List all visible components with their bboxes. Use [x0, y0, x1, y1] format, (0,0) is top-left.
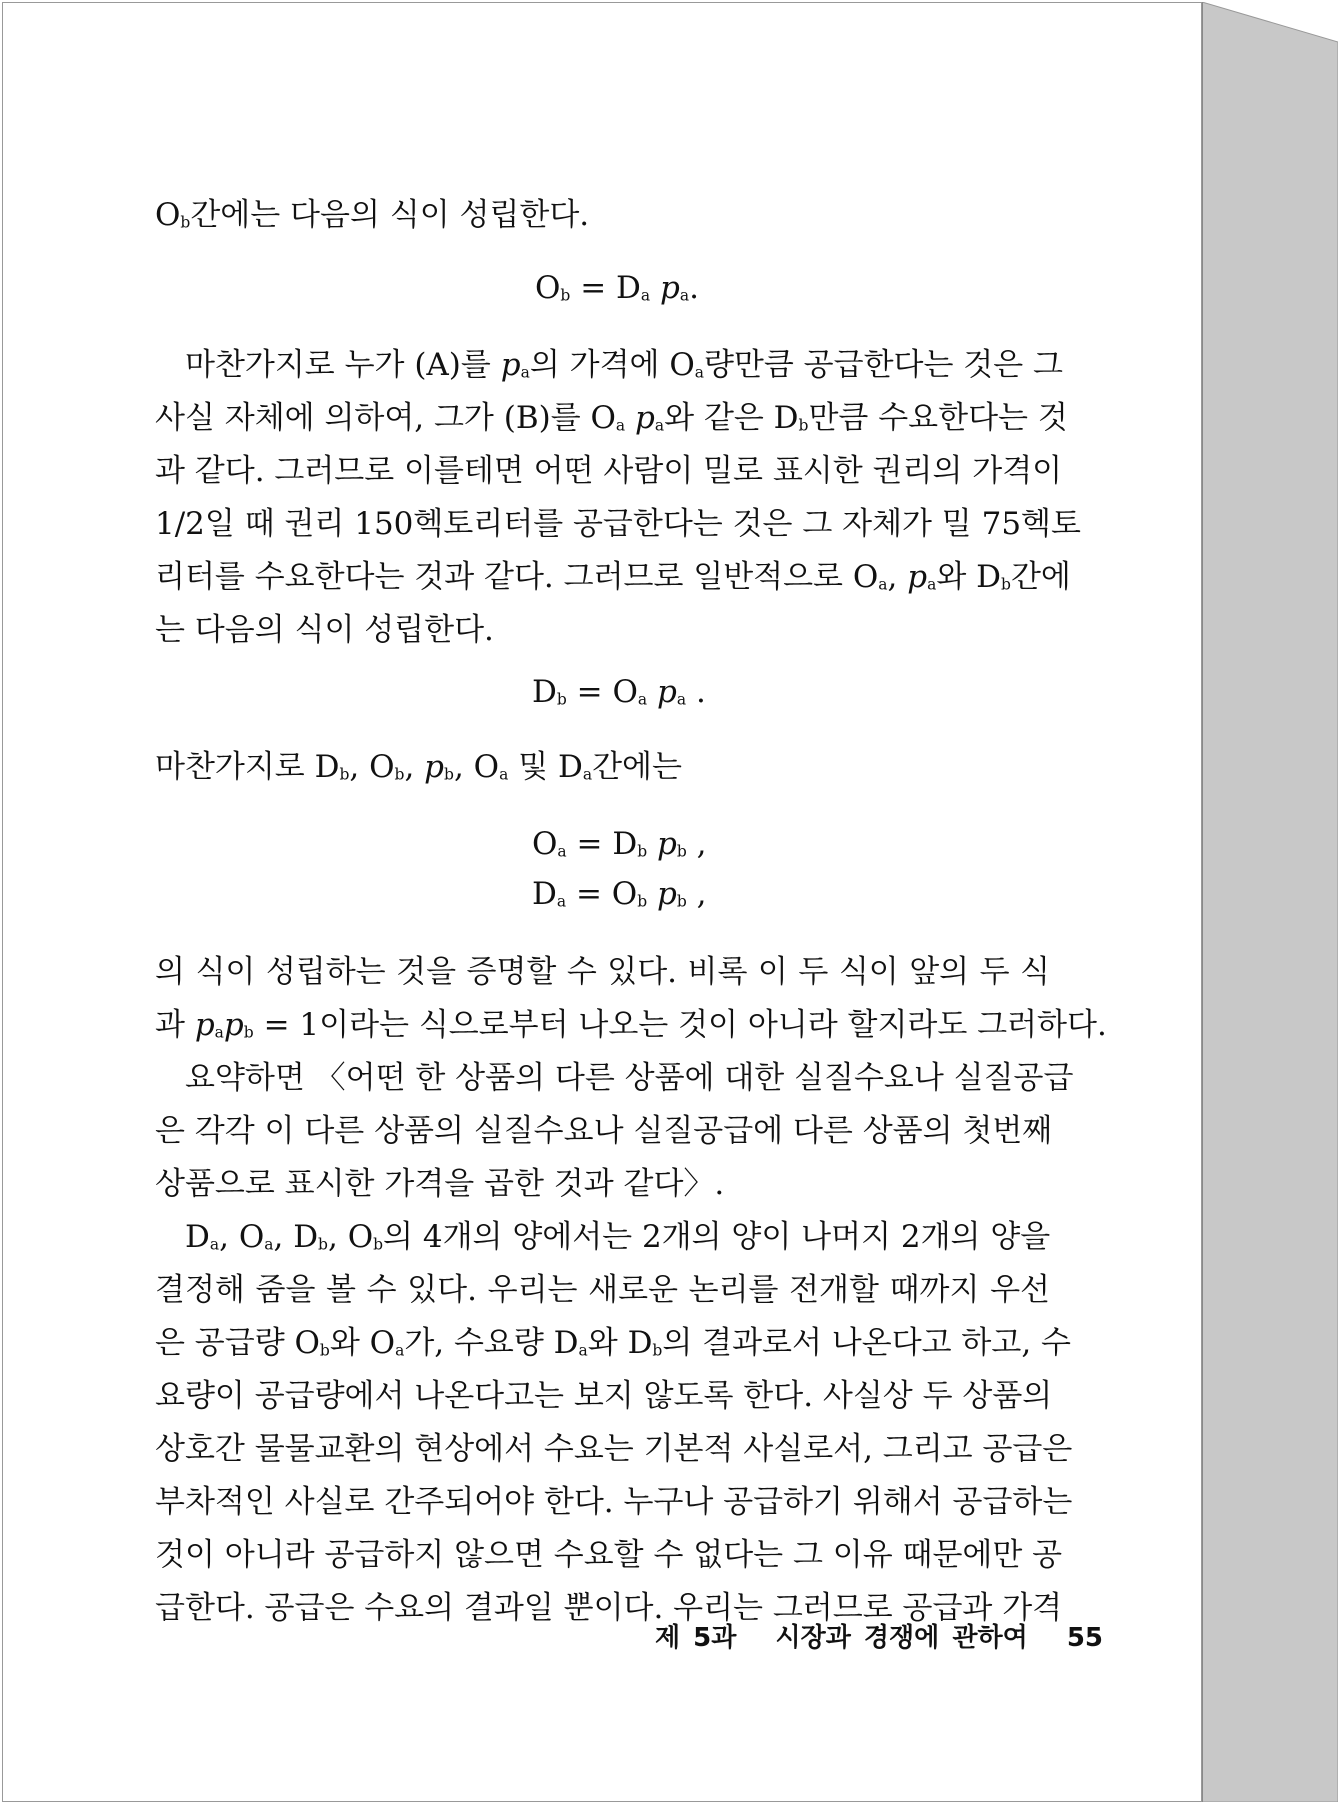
- text-line: 과 $p_ap_b = 1$이라는 식으로부터 나오는 것이 아니라 할지라도 그러하다.: [155, 1007, 1107, 1043]
- footer-chapter: 제 5과: [655, 1623, 737, 1653]
- equation: $O_b = D_a$ $p_a$.: [535, 270, 699, 306]
- text-line: 과 같다. 그러므로 이를테면 어떤 사람이 밀로 표시한 권리의 가격이: [155, 453, 1063, 489]
- text-line: $O_b$간에는 다음의 식이 성립한다.: [155, 197, 590, 233]
- text-line: 리터를 수요한다는 것과 같다. 그러므로 일반적으로 $O_a$, $p_a$와 $D_b$간에: [155, 559, 1071, 595]
- page-footer: [655, 1617, 1103, 1654]
- text-line: 는 다음의 식이 성립한다.: [155, 612, 494, 648]
- text-line: 부차적인 사실로 간주되어야 한다. 누구나 공급하기 위해서 공급하는: [155, 1484, 1073, 1520]
- text-line: 사실 자체에 의하여, 그가 (B)를 $O_a$ $p_a$와 같은 $D_b$만큼 수요한다는 것: [155, 400, 1068, 436]
- text-line: 결정해 줌을 볼 수 있다. 우리는 새로운 논리를 전개할 때까지 우선: [155, 1272, 1050, 1308]
- footer-title: 시장과 경쟁에 관하여: [775, 1623, 1028, 1653]
- text-line: $D_a$, $O_a$, $D_b$, $O_b$의 4개의 양에서는 2개의 양이 나머지 2개의 양을: [185, 1219, 1051, 1255]
- text-line: 요량이 공급량에서 나온다고는 보지 않도록 한다. 사실상 두 상품의: [155, 1378, 1053, 1414]
- equation: $D_b = O_a$ $p_a$ .: [532, 674, 706, 710]
- text-line: 의 식이 성립하는 것을 증명할 수 있다. 비록 이 두 식이 앞의 두 식: [155, 954, 1050, 990]
- equation: $D_a = O_b$ $p_b$ ,: [532, 876, 707, 912]
- equation: $O_a = D_b$ $p_b$ ,: [532, 826, 707, 862]
- page-number: 55: [1066, 1623, 1104, 1653]
- text-line: 1/2일 때 권리 150헥토리터를 공급한다는 것은 그 자체가 밀 75헥토: [155, 506, 1081, 542]
- text-line: 상품으로 표시한 가격을 곱한 것과 같다〉.: [155, 1166, 725, 1202]
- text-line: 마찬가지로 누가 (A)를 $p_a$의 가격에 $O_a$량만큼 공급한다는 것은 그: [185, 347, 1063, 383]
- text-line: 급한다. 공급은 수요의 결과일 뿐이다. 우리는 그러므로 공급과 가격: [155, 1590, 1063, 1626]
- text-line: 상호간 물물교환의 현상에서 수요는 기본적 사실로서, 그리고 공급은: [155, 1431, 1073, 1467]
- text-line: 마찬가지로 $D_b$, $O_b$, $p_b$, $O_a$ 및 $D_a$간에는: [155, 749, 682, 785]
- text-line: 은 공급량 $O_b$와 $O_a$가, 수요량 $D_a$와 $D_b$의 결과로서 나온다고 하고, 수: [155, 1325, 1071, 1361]
- text-line: 것이 아니라 공급하지 않으면 수요할 수 없다는 그 이유 때문에만 공: [155, 1537, 1063, 1573]
- text-line: 요약하면 〈어떤 한 상품의 다른 상품에 대한 실질수요나 실질공급: [185, 1060, 1074, 1096]
- page-stack-edge: [1202, 2, 1338, 1802]
- text-line: 은 각각 이 다른 상품의 실질수요나 실질공급에 다른 상품의 첫번째: [155, 1113, 1053, 1149]
